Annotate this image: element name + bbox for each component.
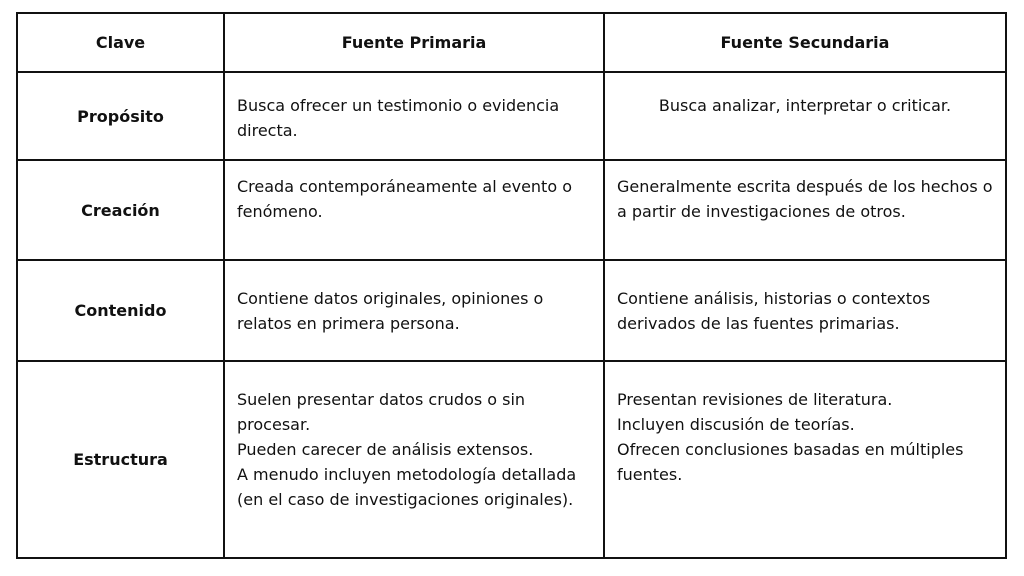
cell-line: A menudo incluyen metodología detallada (en el caso de investigaciones originales). (237, 465, 577, 509)
row-key-creacion: Creación (17, 160, 224, 260)
cell-secondary-estructura (604, 361, 1006, 558)
cell-secondary-contenido (604, 260, 1006, 361)
header-key: Clave (17, 13, 224, 72)
cell-line: Suelen presentar datos crudos o sin procesar. (237, 390, 526, 434)
cell-primary-estructura (224, 361, 604, 558)
row-key-proposito: Propósito (17, 72, 224, 160)
cell-line: Contiene datos originales, opiniones o relatos en primera persona. (237, 289, 544, 333)
row-key-estructura: Estructura (17, 361, 224, 558)
header-primary-source: Fuente Primaria (224, 13, 604, 72)
cell-primary-proposito (224, 72, 604, 160)
cell-line: Ofrecen conclusiones basadas en múltiples fuentes. (617, 440, 964, 484)
cell-secondary-proposito (604, 72, 1006, 160)
row-key-contenido: Contenido (17, 260, 224, 361)
cell-secondary-creacion (604, 160, 1006, 260)
cell-primary-creacion (224, 160, 604, 260)
cell-line: Creada contemporáneamente al evento o fenómeno. (237, 177, 572, 221)
cell-line: Contiene análisis, historias o contextos derivados de las fuentes primarias. (617, 289, 931, 333)
cell-primary-contenido (224, 260, 604, 361)
table-row-creacion (17, 160, 1006, 260)
header-secondary-source: Fuente Secundaria (604, 13, 1006, 72)
table-row-contenido (17, 260, 1006, 361)
table-row-proposito (17, 72, 1006, 160)
cell-line: Busca ofrecer un testimonio o evidencia directa. (237, 96, 560, 140)
cell-line: Pueden carecer de análisis extensos. (237, 440, 534, 459)
cell-line: Presentan revisiones de literatura. (617, 390, 893, 409)
header-row (17, 13, 1006, 72)
comparison-table (16, 12, 1007, 559)
cell-line: Busca analizar, interpretar o criticar. (658, 96, 952, 115)
cell-line: Incluyen discusión de teorías. (617, 415, 855, 434)
cell-line: Generalmente escrita después de los hechos o a partir de investigaciones de otros. (617, 177, 993, 221)
table-row-estructura (17, 361, 1006, 558)
